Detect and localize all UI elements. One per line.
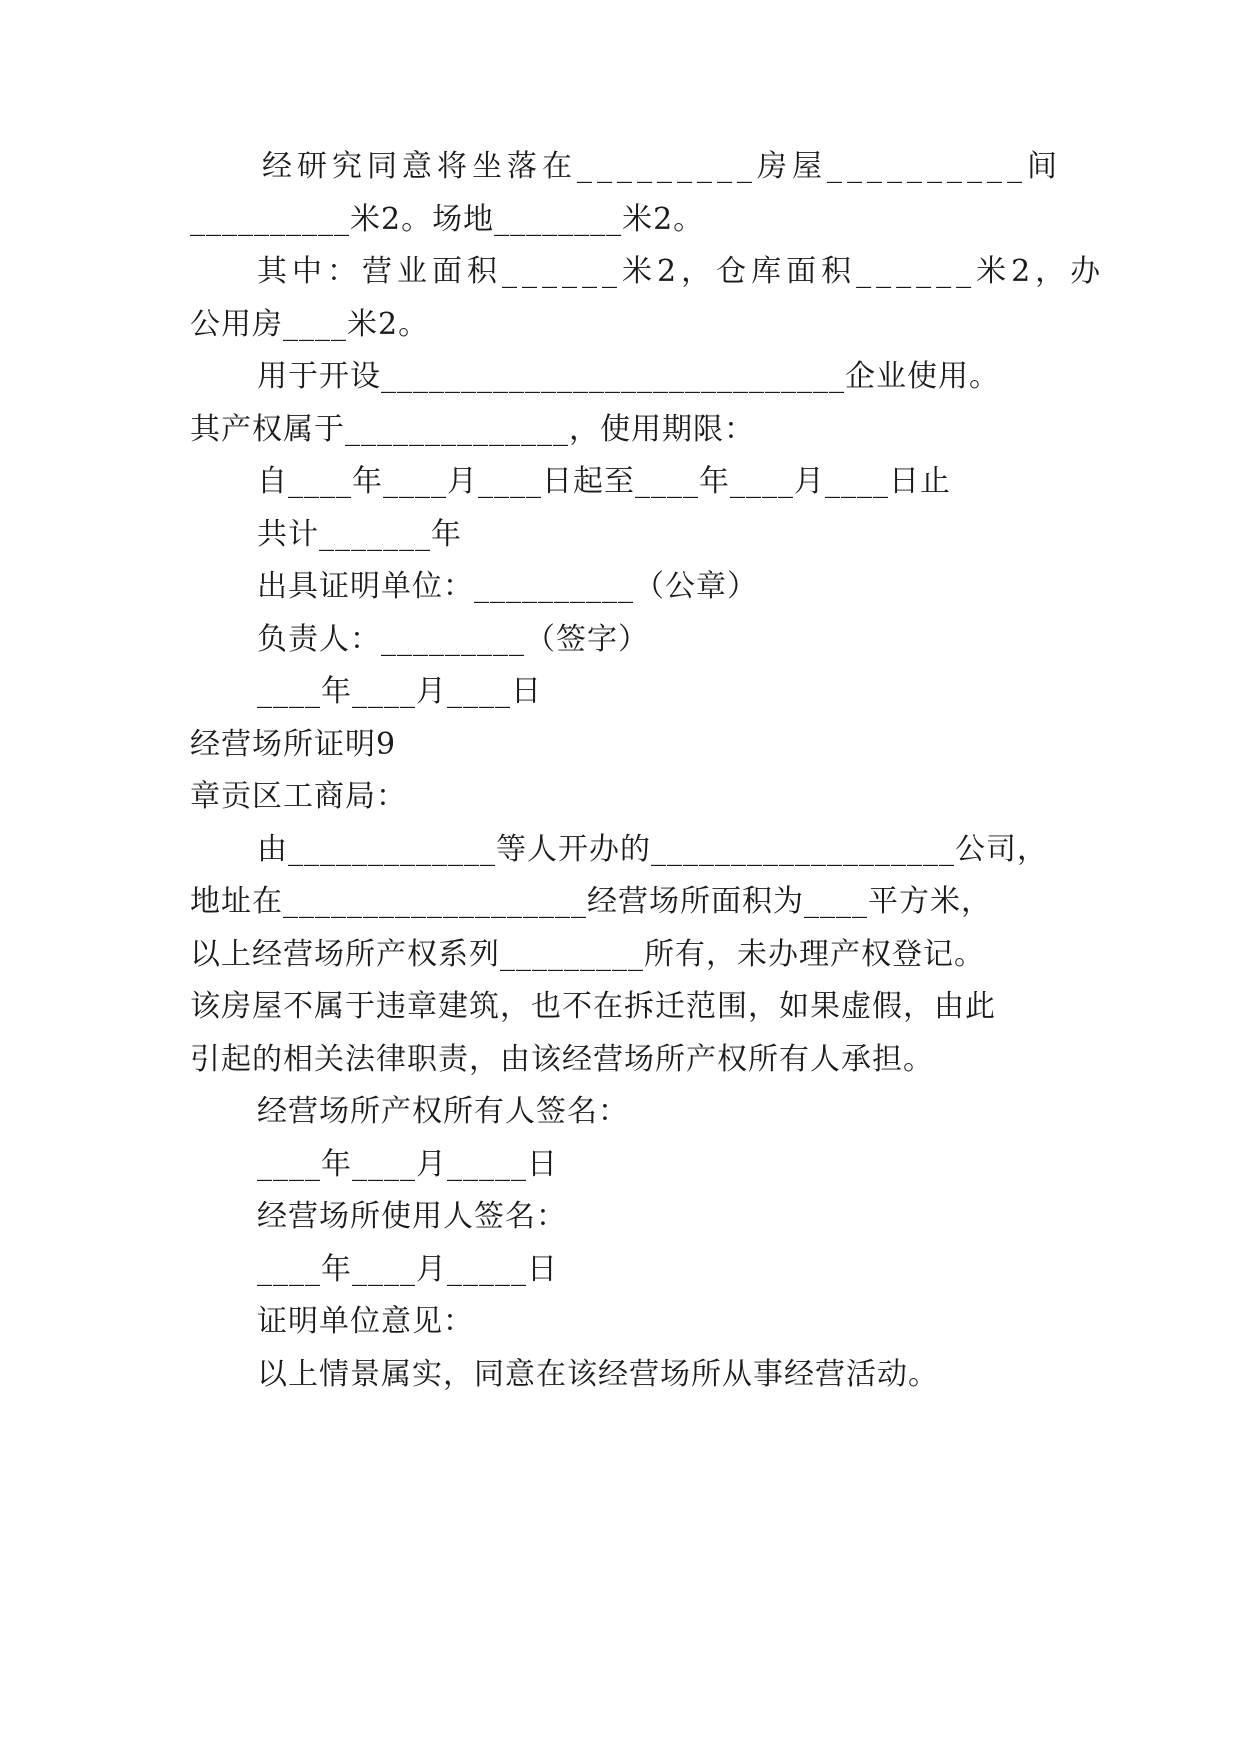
text-line: 出具证明单位：__________（公章） xyxy=(257,569,758,604)
text-line: 用于开设_____________________________企业使用。 xyxy=(257,359,1000,394)
text-line: 地址在___________________经营场所面积为____平方米， xyxy=(190,884,992,919)
text-line: __________米2。场地________米2。 xyxy=(190,202,705,237)
opinion-label: 证明单位意见： xyxy=(257,1304,474,1339)
owner-date: ____年____月_____日 xyxy=(257,1147,558,1182)
opinion-text: 以上情景属实，同意在该经营场所从事经营活动。 xyxy=(257,1357,939,1392)
section-title: 经营场所证明9 xyxy=(190,727,397,762)
text-line: 公用房____米2。 xyxy=(190,307,430,342)
user-signature-label: 经营场所使用人签名： xyxy=(257,1199,567,1234)
text-line: ____年____月____日 xyxy=(257,674,542,709)
owner-signature-label: 经营场所产权所有人签名： xyxy=(257,1094,629,1129)
user-date: ____年____月_____日 xyxy=(257,1252,558,1287)
text-line: 经研究同意将坐落在_________房屋__________间 xyxy=(262,149,1062,184)
text-line: 引起的相关法律职责，由该经营场所产权所有人承担。 xyxy=(190,1042,934,1077)
addressee: 章贡区工商局： xyxy=(190,779,407,814)
text-line: 该房屋不属于违章建筑，也不在拆迁范围，如果虚假，由此 xyxy=(190,989,996,1024)
text-line: 共计_______年 xyxy=(257,517,462,552)
text-line: 由_____________等人开办的___________________公司， xyxy=(257,832,1048,867)
text-line: 其产权属于______________，使用期限： xyxy=(190,412,755,447)
text-line: 以上经营场所产权系列_________所有，未办理产权登记。 xyxy=(190,937,985,972)
text-line: 其中：营业面积______米2，仓库面积______米2，办 xyxy=(257,254,1106,289)
text-line: 自____年____月____日起至____年____月____日止 xyxy=(257,464,951,499)
text-line: 负责人：_________（签字） xyxy=(257,622,649,657)
